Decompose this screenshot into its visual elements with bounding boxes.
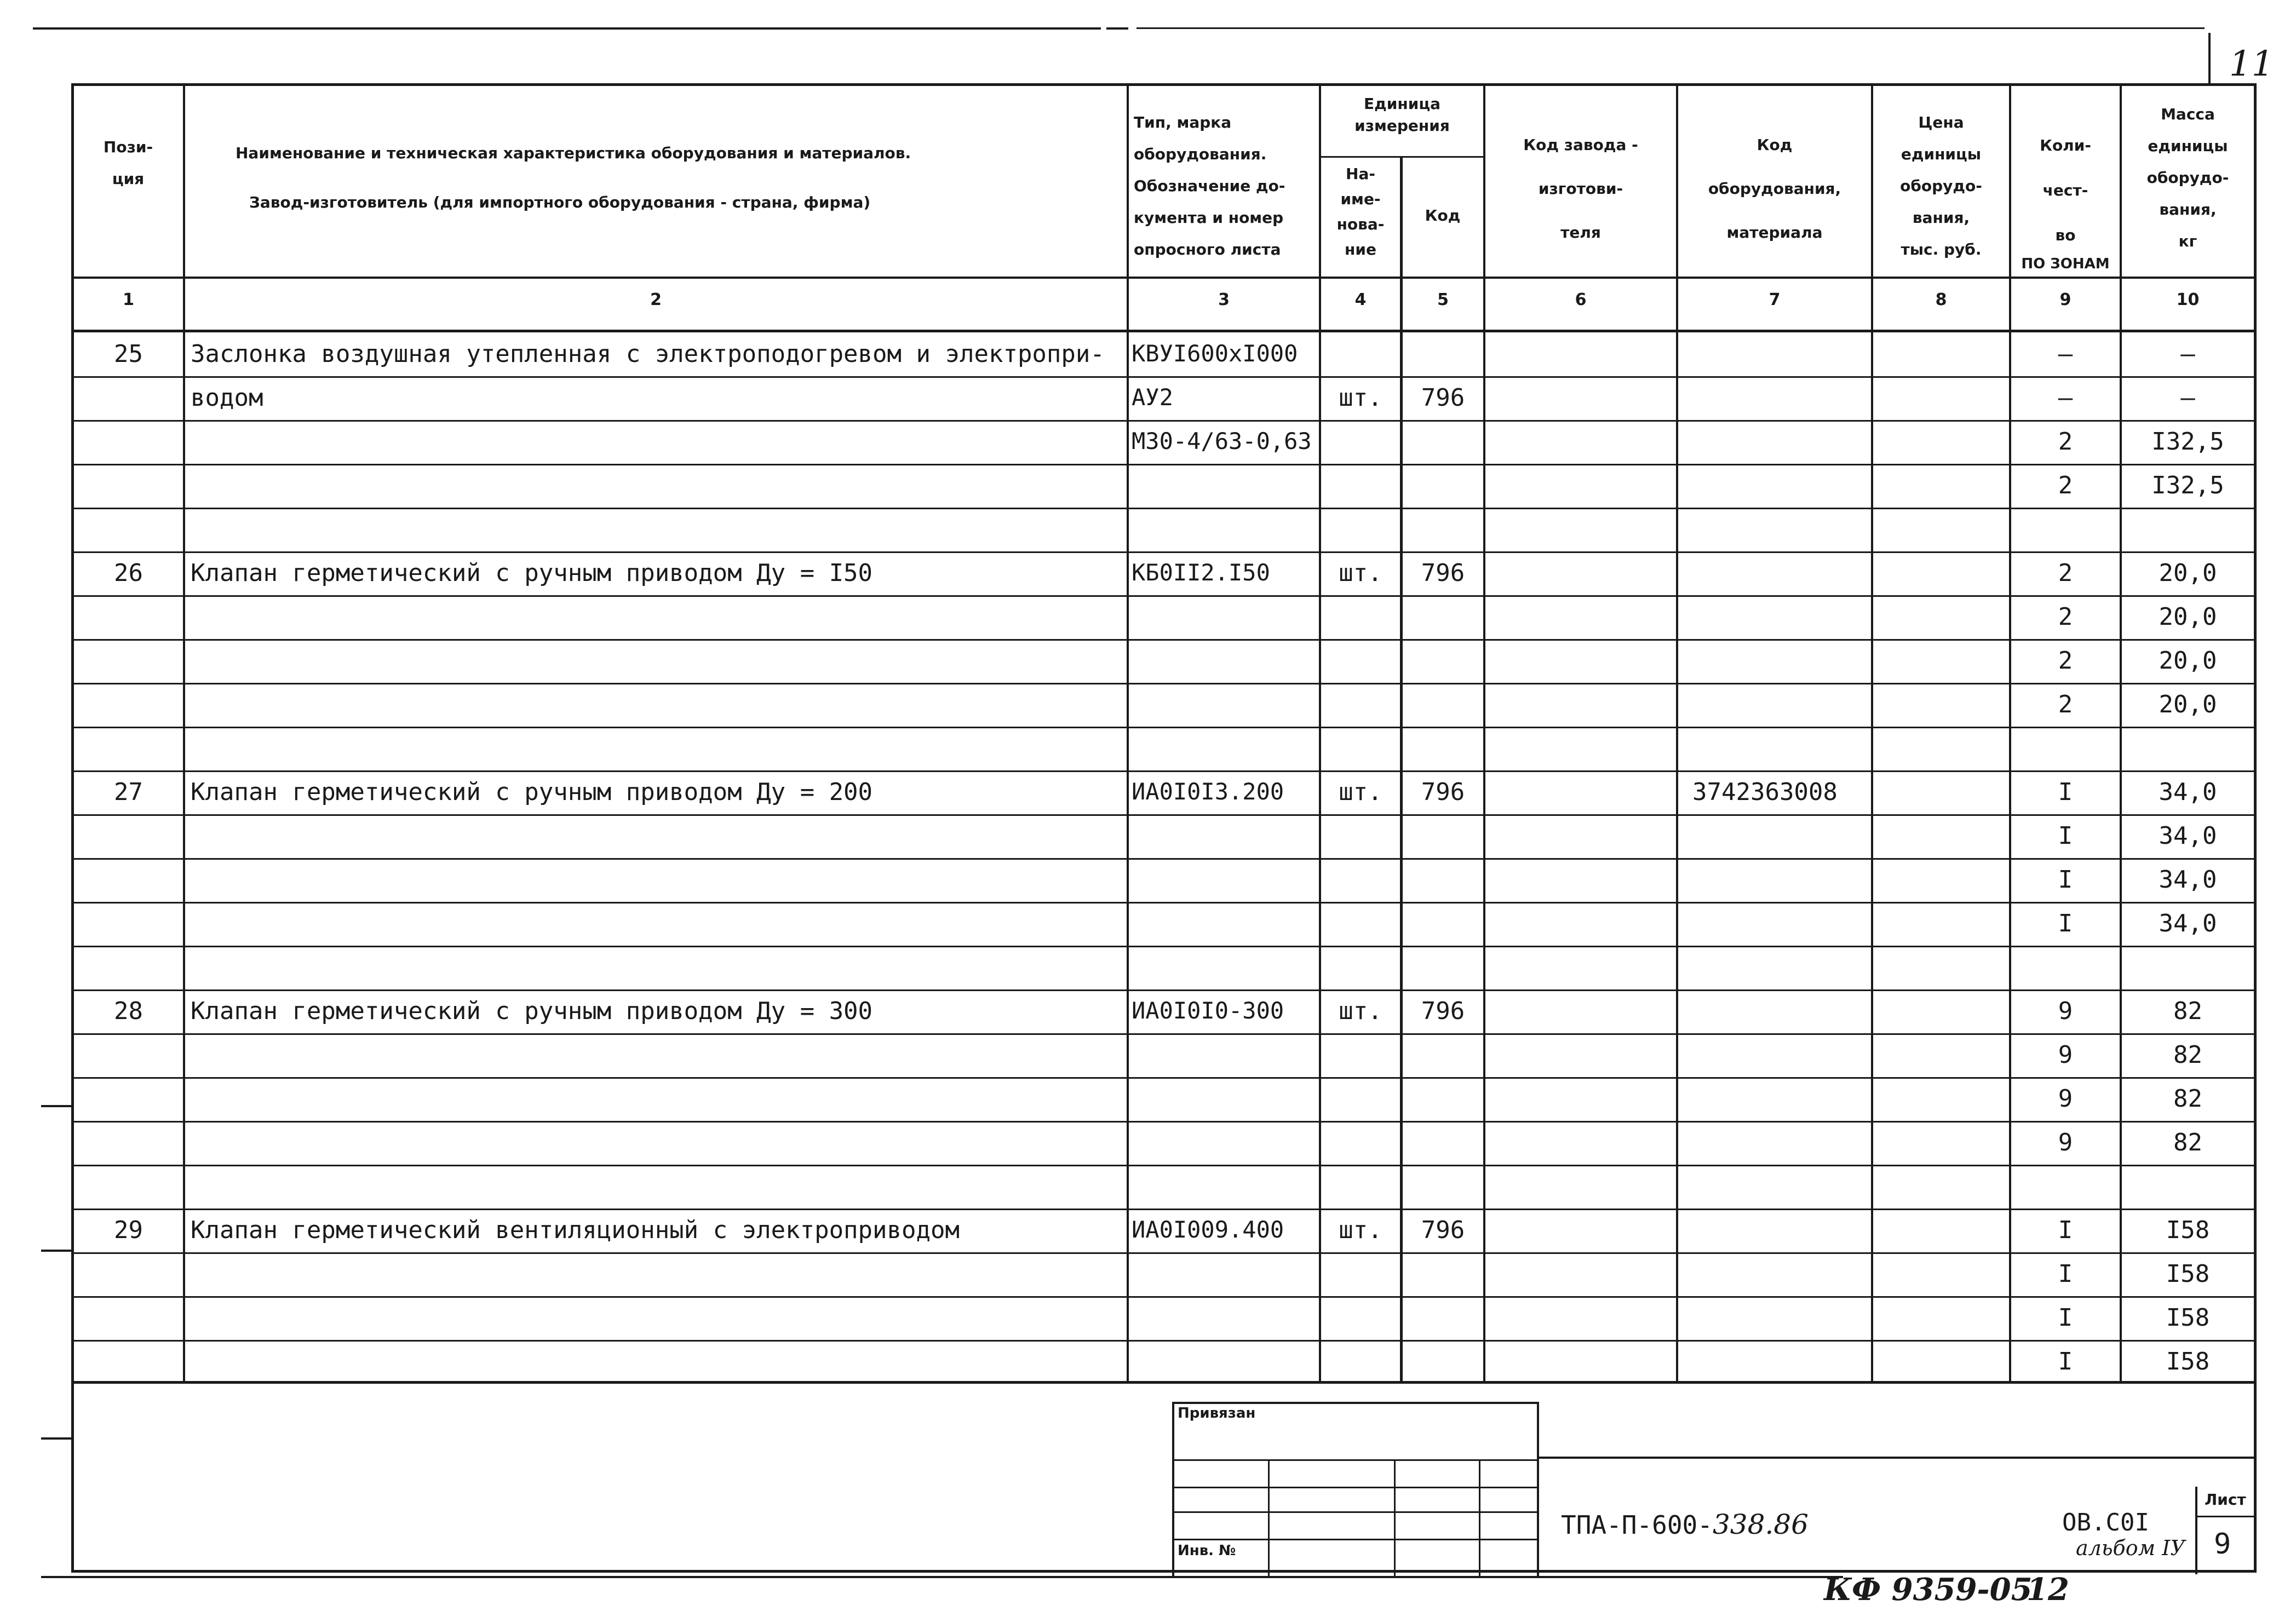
- cell-mass: 20,0: [2159, 559, 2217, 587]
- cell-mass: –: [2180, 384, 2195, 412]
- cell-code: 796: [1421, 1216, 1465, 1244]
- colnum-5: 5: [1437, 290, 1449, 309]
- colnum-7: 7: [1769, 290, 1781, 309]
- sheet-number: 9: [2214, 1528, 2231, 1561]
- cell-qty: –: [2058, 384, 2073, 412]
- header-qty-zones: ПО ЗОНАМ: [2021, 256, 2110, 272]
- colnum-10: 10: [2176, 290, 2200, 309]
- cell-unit: шт.: [1339, 384, 1382, 412]
- header-mass: Масса единицы оборудо- вания, кг: [2146, 105, 2229, 250]
- cell-name: Клапан герметический вентиляционный с электроприводом: [191, 1216, 960, 1244]
- cell-unit: шт.: [1339, 1216, 1382, 1244]
- cell-qty: I: [2058, 910, 2073, 937]
- album-number: альбом IУ: [2076, 1536, 2185, 1560]
- cell-unit: шт.: [1339, 778, 1382, 806]
- cell-mass: 34,0: [2159, 910, 2217, 937]
- colnum-9: 9: [2059, 290, 2071, 309]
- cell-qty: I: [2058, 1216, 2073, 1244]
- cell-qty: I: [2058, 778, 2073, 806]
- header-type: Тип, марка оборудования. Обозначение до- кумента и номер опросного листа: [1134, 113, 1285, 258]
- document-code: [1561, 1509, 1809, 1540]
- cell-mass: 82: [2173, 1129, 2202, 1156]
- cell-qty: I: [2058, 1304, 2073, 1332]
- cell-mass: I32,5: [2151, 471, 2224, 499]
- cell-mass: 20,0: [2159, 603, 2217, 631]
- cell-qty: 2: [2058, 471, 2073, 499]
- cell-mass: I58: [2166, 1216, 2210, 1244]
- cell-qty: 2: [2058, 690, 2073, 718]
- cell-qty: 2: [2058, 559, 2073, 587]
- section-code: ОВ.С0I: [2062, 1509, 2149, 1537]
- cell-qty: I: [2058, 822, 2073, 850]
- header-price: Цена единицы оборудо- вания, тыс. руб.: [1900, 113, 1982, 258]
- cell-pos: 25: [114, 340, 143, 368]
- cell-code: 796: [1421, 778, 1465, 806]
- cell-code: 796: [1421, 384, 1465, 412]
- header-unit-code: Код: [1425, 206, 1461, 225]
- header-unit-name: На- име- нова- ние: [1336, 165, 1385, 258]
- header-pos: Пози- ция: [103, 138, 153, 188]
- cell-pos: 29: [114, 1216, 143, 1244]
- cell-mass: –: [2180, 340, 2195, 368]
- cell-code: 796: [1421, 997, 1465, 1025]
- header-equip-code: Код оборудования, материала: [1708, 136, 1841, 241]
- cell-pos: 28: [114, 997, 143, 1025]
- colnum-3: 3: [1218, 290, 1230, 309]
- cell-qty: 2: [2058, 603, 2073, 631]
- header-plant-code: Код завода - изготови- теля: [1523, 136, 1638, 241]
- cell-name: Клапан герметический с ручным приводом Ду = 300: [191, 997, 873, 1025]
- cell-mass: I32,5: [2151, 428, 2224, 456]
- cell-mass: 20,0: [2159, 647, 2217, 675]
- colnum-6: 6: [1575, 290, 1587, 309]
- cell-qty: 2: [2058, 428, 2073, 456]
- cell-mass: 82: [2173, 1085, 2202, 1113]
- cell-code: 796: [1421, 559, 1465, 587]
- cell-mass: 34,0: [2159, 822, 2217, 850]
- cell-qty: 2: [2058, 647, 2073, 675]
- cell-mass: I58: [2166, 1260, 2210, 1288]
- header-qty: Коли- чест- во: [2040, 136, 2091, 244]
- cell-name: Клапан герметический с ручным приводом Ду = I50: [191, 559, 873, 587]
- cell-qty: 9: [2058, 1085, 2073, 1113]
- cell-equip: 3742363008: [1692, 778, 1838, 806]
- colnum-1: 1: [123, 290, 134, 309]
- cell-pos: 27: [114, 778, 143, 806]
- doc-code-printed: ТПА-П-600-: [1561, 1510, 1713, 1540]
- stamp-linked: Привязан: [1178, 1405, 1256, 1422]
- cell-type: ИА0I0I3.200: [1132, 778, 1284, 805]
- cell-name: водом: [191, 384, 263, 412]
- footer-archive-number: КФ 9359-05: [1824, 1572, 2033, 1608]
- page-mark: 11: [2229, 44, 2274, 84]
- cell-unit: шт.: [1339, 997, 1382, 1025]
- cell-qty: –: [2058, 340, 2073, 368]
- colnum-2: 2: [650, 290, 662, 309]
- cell-type: КБ0II2.I50: [1132, 559, 1270, 586]
- cell-type: ИА0I0I0-300: [1132, 997, 1284, 1024]
- cell-qty: I: [2058, 866, 2073, 894]
- cell-type: АУ2: [1132, 384, 1173, 411]
- doc-code-hand: 338.86: [1712, 1509, 1809, 1540]
- cell-type: МЗ0-4/63-0,63: [1132, 428, 1312, 454]
- footer-page: 12: [2027, 1572, 2069, 1608]
- cell-qty: 9: [2058, 1129, 2073, 1156]
- cell-type: ИА0I009.400: [1132, 1216, 1284, 1243]
- cell-mass: 20,0: [2159, 690, 2217, 718]
- colnum-8: 8: [1935, 290, 1947, 309]
- stamp-inv: Инв. №: [1178, 1543, 1236, 1559]
- header-unit-group: Единица измерения: [1354, 95, 1450, 135]
- cell-qty: I: [2058, 1348, 2073, 1376]
- cell-mass: I58: [2166, 1304, 2210, 1332]
- cell-qty: I: [2058, 1260, 2073, 1288]
- colnum-4: 4: [1354, 290, 1367, 309]
- sheet-label: Лист: [2205, 1491, 2246, 1509]
- cell-pos: 26: [114, 559, 143, 587]
- cell-mass: 82: [2173, 997, 2202, 1025]
- cell-mass: 82: [2173, 1041, 2202, 1069]
- cell-name: Клапан герметический с ручным приводом Ду = 200: [191, 778, 873, 806]
- cell-mass: 34,0: [2159, 866, 2217, 894]
- cell-qty: 9: [2058, 1041, 2073, 1069]
- cell-mass: I58: [2166, 1348, 2210, 1376]
- cell-name: Заслонка воздушная утепленная с электроподогревом и электропри-: [191, 340, 1105, 368]
- cell-mass: 34,0: [2159, 778, 2217, 806]
- cell-qty: 9: [2058, 997, 2073, 1025]
- cell-type: КВУI600хI000: [1132, 340, 1298, 367]
- cell-unit: шт.: [1339, 559, 1382, 587]
- header-name: Наименование и техническая характеристика оборудования и материалов. Завод-изготовитель (для импортного оборудования - страна, фирма): [236, 144, 911, 211]
